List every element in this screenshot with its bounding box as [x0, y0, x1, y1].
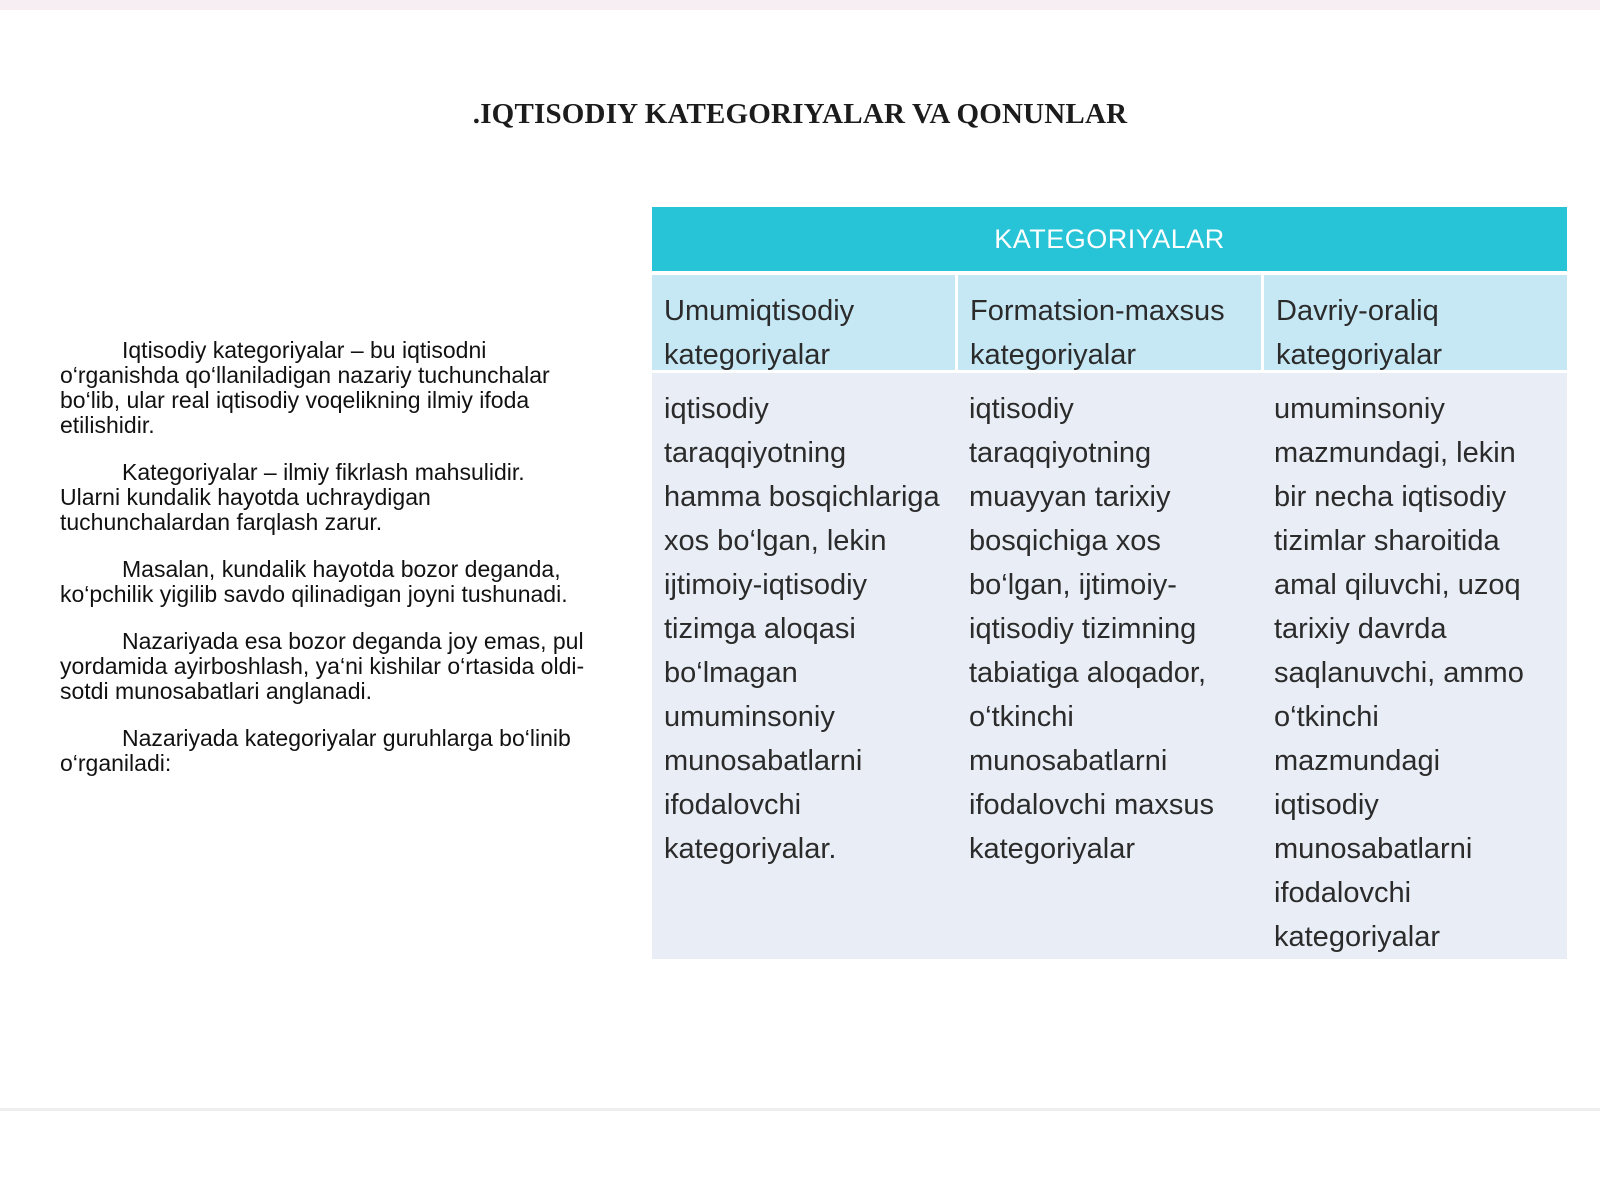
cell-line: amal qiluvchi, uzoq [1274, 569, 1521, 601]
paragraph-theory: Nazariyada esa bozor deganda joy emas, pul yordamida ayirboshlash, ya‘ni kishilar o‘rtasida oldi-sotdi munosabatlari anglanadi. [60, 628, 585, 704]
column-header-line: kategoriyalar [970, 339, 1137, 371]
column-header-formational [958, 275, 1264, 370]
cell-periodic-description [1262, 373, 1567, 959]
cell-line: tizimlar sharoitida [1274, 525, 1500, 557]
cell-line: kategoriyalar. [664, 833, 837, 865]
table-header: KATEGORIYALAR [652, 207, 1567, 275]
column-header-line: kategoriyalar [1276, 339, 1443, 371]
cell-line: umuminsoniy [1274, 393, 1445, 425]
paragraph-example: Masalan, kundalik hayotda bozor deganda, ko‘pchilik yigilib savdo qilinadigan joyni tushunadi. [60, 556, 568, 607]
cell-line: munosabatlarni [1274, 833, 1473, 865]
cell-line: bir necha iqtisodiy [1274, 481, 1507, 513]
categories-table [652, 207, 1567, 959]
bottom-divider [0, 1108, 1600, 1111]
cell-line: o‘tkinchi [1274, 701, 1379, 733]
cell-line: munosabatlarni [664, 745, 863, 777]
cell-line: saqlanuvchi, ammo [1274, 657, 1524, 689]
cell-line: kategoriyalar [969, 833, 1136, 865]
column-header-line: Formatsion-maxsus [970, 295, 1225, 327]
column-header-line: kategoriyalar [664, 339, 831, 371]
top-border-strip [0, 0, 1600, 10]
column-header-periodic [1264, 275, 1567, 370]
cell-line: tabiatiga aloqador, [969, 657, 1207, 689]
cell-line: bo‘lmagan [664, 657, 798, 689]
slide-title: .IQTISODIY KATEGORIYALAR VA QONUNLAR [472, 98, 1128, 130]
column-header-line: Davriy-oraliq [1276, 295, 1439, 327]
cell-line: o‘tkinchi [969, 701, 1074, 733]
column-header-general [652, 275, 958, 370]
cell-line: tizimga aloqasi [664, 613, 856, 645]
cell-line: umuminsoniy [664, 701, 835, 733]
table-body-row [652, 373, 1567, 959]
cell-line: bosqichiga xos [969, 525, 1161, 557]
cell-line: bo‘lgan, ijtimoiy- [969, 569, 1177, 601]
cell-line: ifodalovchi [1274, 877, 1412, 909]
cell-general-description [652, 373, 957, 959]
column-headers-row [652, 275, 1567, 373]
cell-line: ifodalovchi maxsus [969, 789, 1214, 821]
cell-line: tarixiy davrda [1274, 613, 1447, 645]
cell-line: iqtisodiy tizimning [969, 613, 1197, 645]
paragraph-scientific-thinking: Kategoriyalar – ilmiy fikrlash mahsulidir. Ularni kundalik hayotda uchraydigan tuchunchalardan farqlash zarur. [60, 459, 525, 535]
column-header-line: Umumiqtisodiy [664, 295, 855, 327]
paragraph-definition: Iqtisodiy kategoriyalar – bu iqtisodni o‘rganishda qo‘llaniladigan nazariy tuchunchalar bo‘lib, ular real iqtisodiy voqelikning ilmiy ifoda etilishidir. [60, 337, 550, 438]
left-text-block [60, 338, 585, 798]
cell-line: taraqqiyotning [664, 437, 847, 469]
cell-line: kategoriyalar [1274, 921, 1441, 953]
cell-line: taraqqiyotning [969, 437, 1152, 469]
cell-line: iqtisodiy [1274, 789, 1379, 821]
paragraph-groups: Nazariyada kategoriyalar guruhlarga bo‘linib o‘rganiladi: [60, 725, 571, 776]
cell-line: iqtisodiy [664, 393, 769, 425]
cell-line: ifodalovchi [664, 789, 802, 821]
cell-line: muayyan tarixiy [969, 481, 1171, 513]
cell-line: mazmundagi [1274, 745, 1441, 777]
cell-line: mazmundagi, lekin [1274, 437, 1516, 469]
cell-line: xos bo‘lgan, lekin [664, 525, 887, 557]
cell-line: munosabatlarni [969, 745, 1168, 777]
cell-line: iqtisodiy [969, 393, 1074, 425]
cell-line: hamma bosqichlariga [664, 481, 940, 513]
cell-line: ijtimoiy-iqtisodiy [664, 569, 868, 601]
cell-formational-description [957, 373, 1262, 959]
